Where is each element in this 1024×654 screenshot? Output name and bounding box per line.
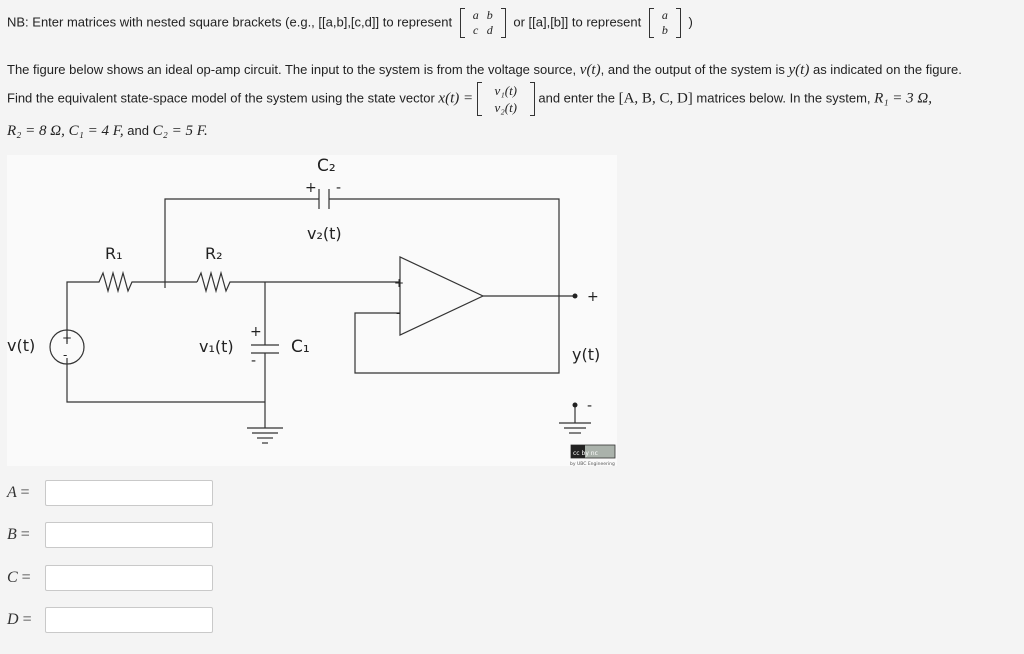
- c2-value: C₂ = 5 F.: [152, 123, 208, 139]
- source-plus: +: [62, 331, 73, 345]
- r1-value: R₁ = 3 Ω,: [874, 90, 933, 107]
- field-label-b: B =: [7, 526, 30, 543]
- c1-plus: +: [250, 324, 262, 340]
- output-terminal-bottom: [573, 403, 578, 408]
- field-row-d: [7, 607, 213, 633]
- c2-plus: +: [305, 180, 317, 196]
- label-c2: C₂: [317, 156, 336, 176]
- resistor-r2: [197, 273, 243, 291]
- license-badge: [570, 445, 615, 466]
- problem-text-2b: and enter the: [538, 90, 615, 106]
- opamp-minus: -: [396, 306, 401, 320]
- or-text: or [[a],[b]] to represent: [513, 14, 642, 30]
- matrices-ref: [A, B, C, D]: [618, 90, 693, 107]
- source-minus: -: [63, 348, 68, 362]
- wire-source-bottom: [67, 358, 265, 402]
- field-label-d: D =: [7, 611, 32, 628]
- label-v1: v₁(t): [199, 337, 234, 356]
- matrix-a-input[interactable]: [45, 480, 213, 506]
- input-symbol: v(t): [579, 62, 601, 78]
- output-minus: -: [587, 398, 593, 414]
- problem-text-1c: as indicated on the figure.: [812, 62, 962, 77]
- state-vector: v₁(t) v₂(t): [477, 82, 535, 116]
- wire-opamp-feedback: [355, 295, 559, 373]
- and-text: and: [127, 123, 149, 138]
- field-label-a: A =: [7, 484, 30, 501]
- output-plus: +: [587, 289, 599, 305]
- matrix-b-input[interactable]: [45, 522, 213, 548]
- state-vector-symbol: x(t) =: [438, 90, 474, 107]
- close-paren: ): [688, 14, 693, 30]
- label-v2: v₂(t): [307, 224, 342, 243]
- c2-minus: -: [336, 180, 342, 196]
- problem-line-2: [7, 82, 932, 116]
- matrix-c-input[interactable]: [45, 565, 213, 591]
- license-credit: by UBC Engineering: [570, 462, 615, 466]
- opamp-plus: +: [394, 276, 405, 290]
- badge-text: cc by nc: [573, 450, 598, 457]
- r2-c1-values: R₂ = 8 Ω, C₁ = 4 F,: [7, 123, 124, 139]
- circuit-diagram: [7, 155, 617, 466]
- c1-minus: -: [251, 353, 257, 369]
- field-label-c: C =: [7, 569, 31, 586]
- label-yt: y(t): [572, 345, 601, 364]
- output-symbol: y(t): [788, 62, 810, 78]
- problem-text-2c: matrices below. In the system,: [696, 90, 871, 106]
- label-r1: R₁: [105, 244, 123, 263]
- field-row-b: [7, 522, 213, 548]
- matrix-example: a b c d: [460, 8, 506, 38]
- field-row-c: [7, 565, 213, 591]
- label-c1: C₁: [291, 337, 310, 357]
- matrix-d-input[interactable]: [45, 607, 213, 633]
- instructions-line: [7, 8, 693, 38]
- field-row-a: [7, 480, 213, 506]
- problem-line-1: [7, 62, 962, 79]
- resistor-r1: [73, 273, 197, 291]
- opamp-triangle: [400, 257, 483, 335]
- circuit-figure: [7, 155, 617, 466]
- problem-text-1: The figure below shows an ideal op-amp circuit. The input to the system is from the voltage source,: [7, 62, 577, 77]
- output-terminal-top: [573, 294, 578, 299]
- nb-text: NB: Enter matrices with nested square brackets (e.g., [[a,b],[c,d]] to represent: [7, 14, 453, 30]
- label-r2: R₂: [205, 244, 223, 263]
- vector-example: a b: [649, 8, 681, 38]
- problem-line-3: [7, 123, 208, 140]
- wire-top-right: [329, 199, 559, 295]
- problem-text-1b: , and the output of the system is: [600, 62, 785, 77]
- wire-top-left: [165, 199, 319, 288]
- label-vt: v(t): [7, 336, 36, 355]
- problem-text-2: Find the equivalent state-space model of the system using the state vector: [7, 90, 435, 106]
